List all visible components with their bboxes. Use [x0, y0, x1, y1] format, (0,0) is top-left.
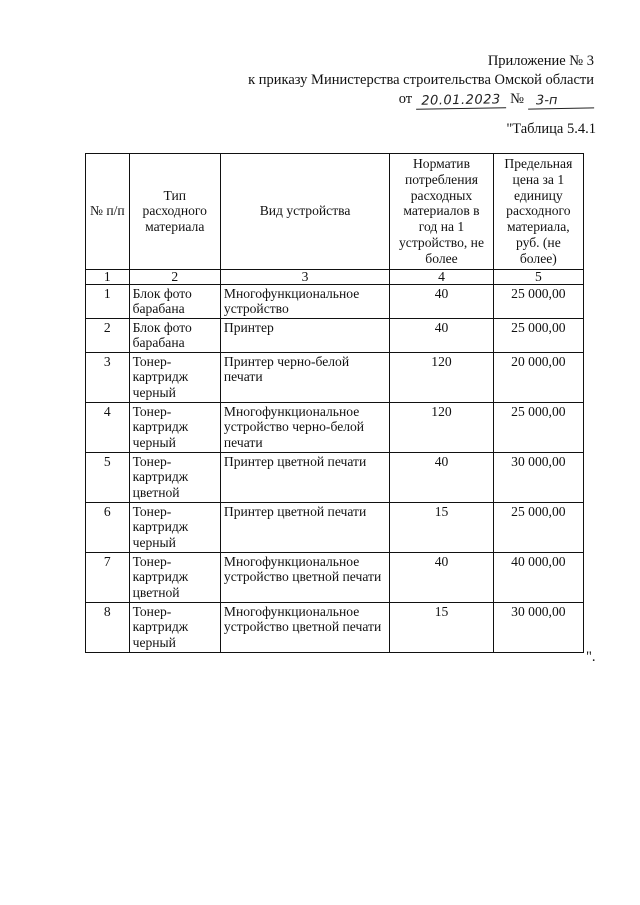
table-row	[86, 318, 584, 352]
material-type: Тонер-картридж черный	[129, 502, 220, 552]
device-type: Многофункциональное устройство черно-белой печати	[220, 402, 389, 452]
row-number: 2	[86, 318, 130, 352]
max-price: 20 000,00	[493, 352, 583, 402]
appendix-header	[248, 52, 594, 109]
max-price: 25 000,00	[493, 318, 583, 352]
table-caption: "Таблица 5.4.1	[506, 121, 596, 137]
header-cell: Предельная цена за 1 единицу расходного материала, руб. (не более)	[493, 154, 583, 270]
max-price: 25 000,00	[493, 402, 583, 452]
consumables-table	[85, 153, 584, 653]
consumption-norm: 120	[390, 402, 493, 452]
material-type: Тонер-картридж черный	[129, 402, 220, 452]
row-number: 7	[86, 552, 130, 602]
row-number: 5	[86, 452, 130, 502]
device-type: Принтер черно-белой печати	[220, 352, 389, 402]
material-type: Блок фото барабана	[129, 318, 220, 352]
consumption-norm: 120	[390, 352, 493, 402]
header-cell: Норматив потребления расходных материалов в год на 1 устройство, не более	[390, 154, 493, 270]
max-price: 40 000,00	[493, 552, 583, 602]
row-number: 8	[86, 602, 130, 652]
consumption-norm: 15	[390, 502, 493, 552]
row-number: 3	[86, 352, 130, 402]
handwritten-date: 20.01.2023	[416, 93, 506, 110]
order-date-line	[399, 90, 594, 109]
table-header-row	[86, 154, 584, 270]
table-row	[86, 284, 584, 318]
consumption-norm: 40	[390, 284, 493, 318]
appendix-title: Приложение № 3	[487, 53, 594, 69]
material-type: Тонер-картридж цветной	[129, 452, 220, 502]
material-type: Блок фото барабана	[129, 284, 220, 318]
header-cell: Тип расходного материала	[129, 154, 220, 270]
device-type: Многофункциональное устройство цветной печати	[220, 602, 389, 652]
consumption-norm: 15	[390, 602, 493, 652]
row-number: 4	[86, 402, 130, 452]
header-cell: № п/п	[86, 154, 130, 270]
column-number: 3	[220, 269, 389, 284]
device-type: Принтер цветной печати	[220, 502, 389, 552]
consumption-norm: 40	[390, 552, 493, 602]
material-type: Тонер-картридж черный	[129, 352, 220, 402]
closing-quote-mark: ".	[586, 649, 596, 665]
material-type: Тонер-картридж черный	[129, 602, 220, 652]
table-row	[86, 452, 584, 502]
table-row	[86, 552, 584, 602]
material-type: Тонер-картридж цветной	[129, 552, 220, 602]
device-type: Многофункциональное устройство	[220, 284, 389, 318]
table-row	[86, 352, 584, 402]
table-row	[86, 402, 584, 452]
number-label: №	[510, 91, 524, 107]
max-price: 25 000,00	[493, 284, 583, 318]
row-number: 6	[86, 502, 130, 552]
column-number: 5	[493, 269, 583, 284]
device-type: Многофункциональное устройство цветной печати	[220, 552, 389, 602]
consumption-norm: 40	[390, 318, 493, 352]
max-price: 30 000,00	[493, 452, 583, 502]
device-type: Принтер цветной печати	[220, 452, 389, 502]
row-number: 1	[86, 284, 130, 318]
column-number: 2	[129, 269, 220, 284]
column-number: 1	[86, 269, 130, 284]
table-row	[86, 602, 584, 652]
column-number-row	[86, 269, 584, 284]
consumption-norm: 40	[390, 452, 493, 502]
header-cell: Вид устройства	[220, 154, 389, 270]
max-price: 25 000,00	[493, 502, 583, 552]
column-number: 4	[390, 269, 493, 284]
table-row	[86, 502, 584, 552]
from-label: от	[398, 91, 413, 107]
order-reference: к приказу Министерства строительства Омской области	[248, 72, 594, 88]
handwritten-number: 3-п	[528, 93, 594, 109]
device-type: Принтер	[220, 318, 389, 352]
max-price: 30 000,00	[493, 602, 583, 652]
